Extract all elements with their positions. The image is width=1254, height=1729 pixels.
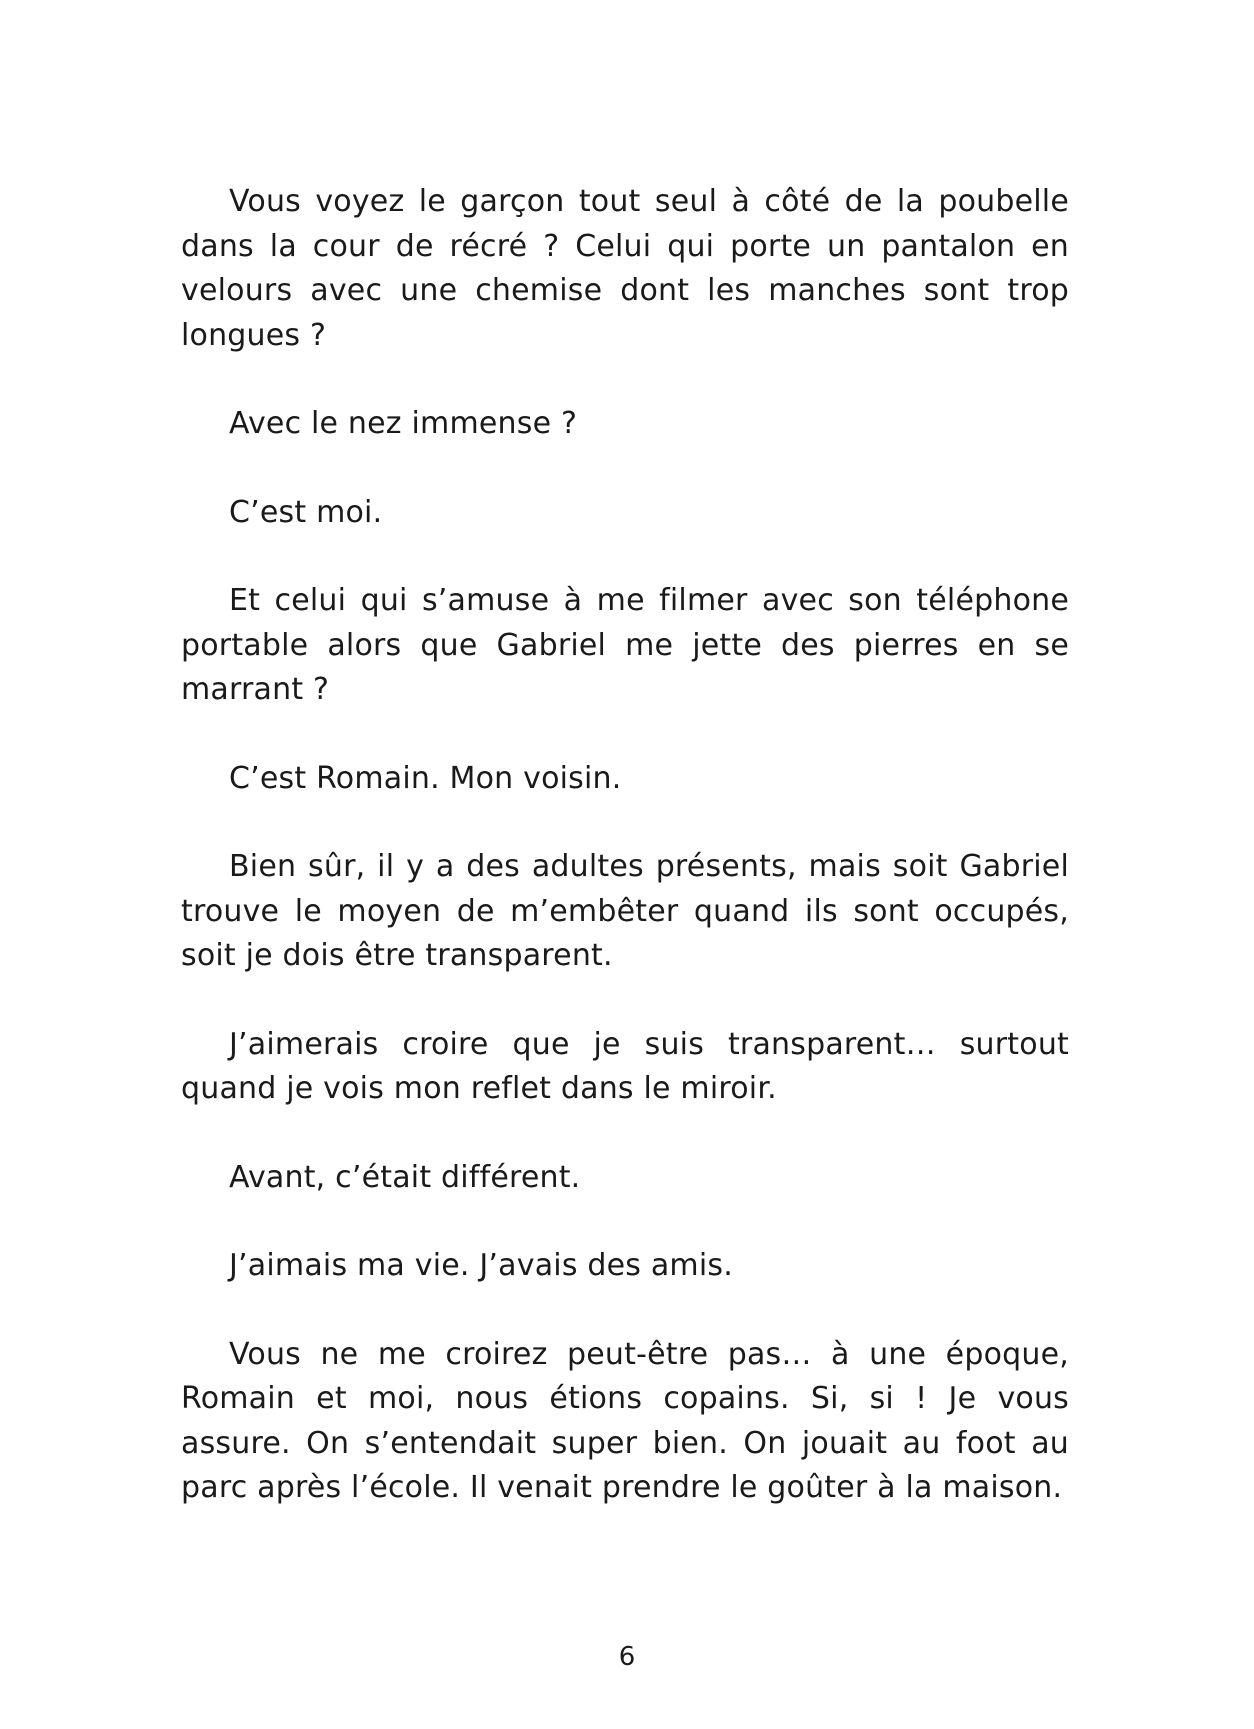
paragraph-5: C’est Romain. Mon voisin. bbox=[229, 760, 622, 796]
paragraph-4: Et celui qui s’amuse à me filmer avec son téléphone portable alors que Gabriel me jette des pierres en se marrant ? bbox=[181, 583, 1069, 707]
page-number: 6 bbox=[618, 1642, 636, 1672]
body-text bbox=[181, 180, 1069, 1555]
paragraph-2: Avec le nez immense ? bbox=[229, 406, 578, 441]
paragraph-8: Avant, c’était différent. bbox=[229, 1159, 581, 1195]
paragraph-10: Vous ne me croirez peut-être pas… à une époque, Romain et moi, nous étions copains. Si, si ! Je vous assure. On s’entendait super bien. On jouait au foot au parc après l’école. Il venait prendre le goûter à la maison. bbox=[181, 1336, 1069, 1505]
paragraph-6: Bien sûr, il y a des adultes présents, mais soit Gabriel trouve le moyen de m’embêter quand ils sont occupés, soit je dois être transparent. bbox=[181, 849, 1069, 973]
paragraph-9: J’aimais ma vie. J’avais des amis. bbox=[229, 1248, 733, 1283]
paragraph-7: J’aimerais croire que je suis transparent… surtout quand je vois mon reflet dans le miroir. bbox=[181, 1026, 1069, 1106]
paragraph-1: Vous voyez le garçon tout seul à côté de la poubelle dans la cour de récré ? Celui qui porte un pantalon en velours avec une chemise dont les manches sont trop longues ? bbox=[181, 184, 1069, 353]
paragraph-3: C’est moi. bbox=[229, 494, 383, 530]
